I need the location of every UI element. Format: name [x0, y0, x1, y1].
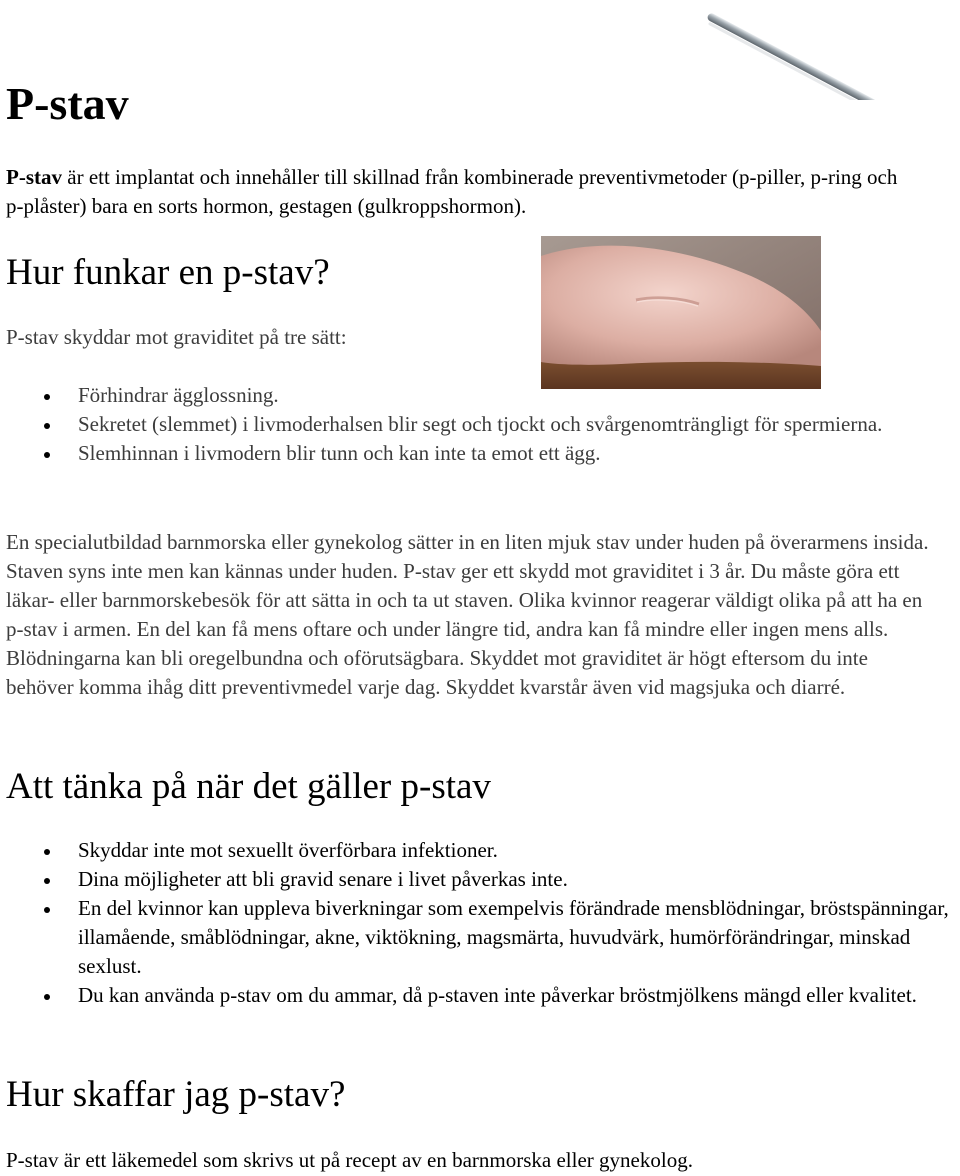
section1-bullet-list	[4, 381, 934, 468]
section3-text: P-stav är ett läkemedel som skrivs ut på recept av en barnmorska eller gynekolog.	[6, 1148, 693, 1172]
list-item: Förhindrar ägglossning.	[4, 381, 934, 410]
bullet-icon	[44, 907, 50, 913]
list-item: Slemhinnan i livmodern blir tunn och kan inte ta emot ett ägg.	[4, 439, 934, 468]
list-item: Skyddar inte mot sexuellt överförbara infektioner.	[4, 836, 959, 865]
section-heading-how-to-get: Hur skaffar jag p-stav?	[6, 1074, 346, 1115]
list-item: En del kvinnor kan uppleva biverkningar som exempelvis förändrade mensblödningar, bröstspänningar, illamående, småblödningar, akne, viktökning, magsmärta, huvudvärk, humörförändringar, minskad sexlust.	[4, 894, 959, 981]
section-heading-how-it-works: Hur funkar en p-stav?	[6, 252, 330, 293]
section1-body: En specialutbildad barnmorska eller gynekolog sätter in en liten mjuk stav under huden på överarmens insida. Staven syns inte men kan kännas under huden. P-stav ger ett skydd mot graviditet i 3 år. Du måste göra ett läkar- eller barnmorskebesök för att sätta in och ta ut staven. Olika kvinnor reagerar väldigt olika på att ha en p-stav i armen. En del kan få mens oftare och under längre tid, andra kan få mindre eller ingen mens alls. Blödningarna kan bli oregelbundna och oförutsägbara. Skyddet mot graviditet är högt eftersom du inte behöver komma ihåg ditt preventivmedel varje dag. Skyddet kvarstår även vid magsjuka och diarré.	[6, 530, 929, 699]
intro-bold-term: P-stav	[6, 165, 62, 189]
page-title: P-stav	[6, 78, 129, 129]
bullet-icon	[44, 423, 50, 429]
list-item: Du kan använda p-stav om du ammar, då p-staven inte påverkar bröstmjölkens mängd eller kvalitet.	[4, 981, 959, 1010]
bullet-icon	[44, 849, 50, 855]
arm-implant-image	[541, 236, 821, 389]
bullet-icon	[44, 994, 50, 1000]
section2-bullet-list	[4, 836, 959, 1010]
section-heading-considerations: Att tänka på när det gäller p-stav	[6, 766, 491, 807]
bullet-icon	[44, 452, 50, 458]
intro-paragraph	[6, 163, 911, 221]
list-item: Dina möjligheter att bli gravid senare i livet påverkas inte.	[4, 865, 959, 894]
intro-text: är ett implantat och innehåller till skillnad från kombinerade preventivmetoder (p-piller, p-ring och p-plåster) bara en sorts hormon, gestagen (gulkroppshormon).	[6, 165, 898, 218]
bullet-icon	[44, 394, 50, 400]
section1-lead: P-stav skyddar mot graviditet på tre sätt:	[6, 325, 347, 349]
list-item: Sekretet (slemmet) i livmoderhalsen blir segt och tjockt och svårgenomträngligt för spermierna.	[4, 410, 934, 439]
implant-rod-image	[700, 0, 885, 100]
bullet-icon	[44, 878, 50, 884]
